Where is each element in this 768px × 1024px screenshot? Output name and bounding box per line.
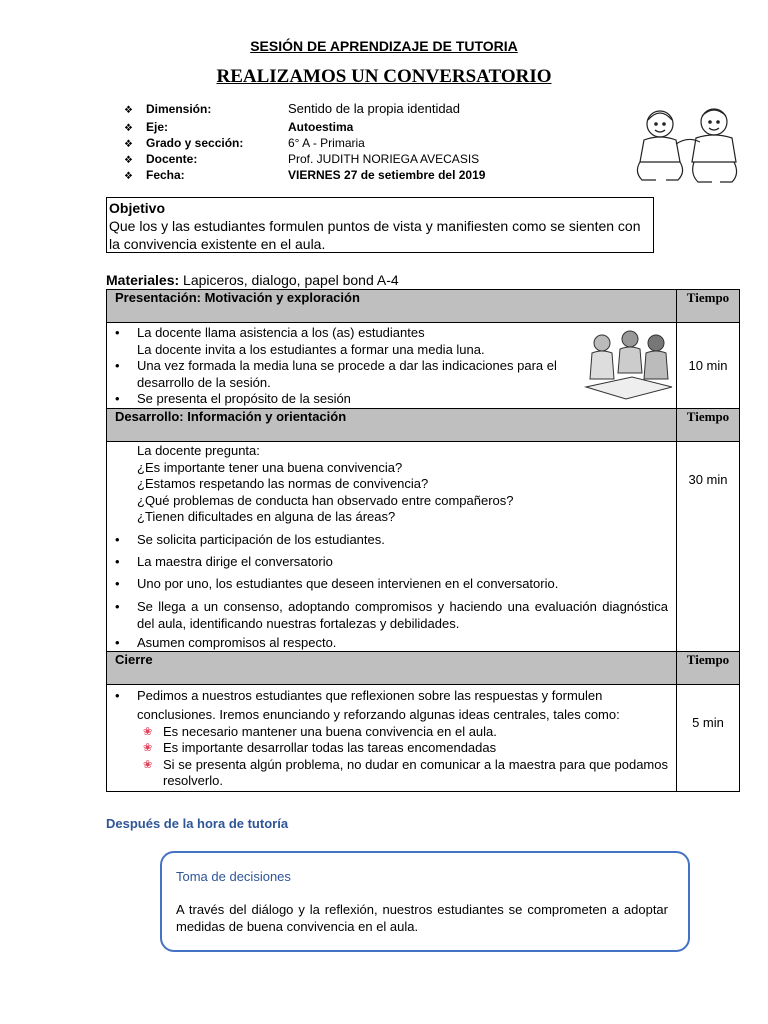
materials-label: Materiales: — [106, 272, 180, 288]
list-item: • La maestra dirige el conversatorio — [107, 551, 668, 573]
materials-value: Lapiceros, dialogo, papel bond A-4 — [183, 272, 399, 288]
diamond-bullet-icon: ❖ — [124, 171, 133, 182]
section-heading-desarrollo: Desarrollo: Información y orientación — [107, 409, 677, 442]
decision-text: A través del diálogo y la reflexión, nuestros estudiantes se comprometen a adoptar medidas de buena convivencia en el aula. — [176, 902, 668, 934]
section-heading-presentacion: Presentación: Motivación y exploración — [107, 290, 677, 323]
list-item: La docente invita a los estudiantes a formar una media luna. — [137, 341, 485, 357]
info-value: Autoestima — [288, 120, 354, 134]
diamond-bullet-icon: ❖ — [124, 123, 133, 134]
question-line: ¿Tienen dificultades en alguna de las áreas? — [137, 509, 396, 524]
list-item: ❀ Si se presenta algún problema, no dudar en comunicar a la maestra para que podamos resolverlo. — [137, 757, 668, 790]
list-item: • Se llega a un consenso, adoptando compromisos y haciendo una evaluación diagnóstica del aula, identificando nuestras fortalezas y debilidades. — [107, 598, 668, 632]
info-row-fecha — [124, 168, 564, 184]
info-row-dimension — [124, 100, 564, 120]
time-header: Tiempo — [677, 290, 740, 323]
diamond-bullet-icon: ❖ — [124, 155, 133, 166]
info-value: Prof. JUDITH NORIEGA AVECASIS — [288, 152, 480, 166]
list-item: • Asumen compromisos al respecto. — [107, 634, 668, 651]
session-table — [106, 289, 740, 792]
time-header: Tiempo — [677, 409, 740, 442]
info-row-grado — [124, 136, 564, 152]
list-item: • Una vez formada la media luna se procede a dar las indicaciones para el desarrollo de la sesión. — [107, 358, 569, 391]
decision-box — [160, 851, 690, 952]
info-label: Dimensión: — [146, 102, 212, 116]
students-illustration — [582, 327, 674, 401]
objective-text: Que los y las estudiantes formulen puntos de vista y manifiesten como se sienten con la convivencia existente en el aula. — [109, 218, 641, 252]
info-row-eje — [124, 120, 564, 136]
list-item: • Se solicita participación de los estudiantes. — [107, 529, 668, 551]
section-body-presentacion — [107, 323, 677, 409]
list-item: • Pedimos a nuestros estudiantes que reflexionen sobre las respuestas y formulen conclusiones. Iremos enunciando y reforzando algunas ideas centrales, tales como: ❀ Es necesario mantener una buena convivencia en el aula. ❀ Es importante desarrollar todas las tareas encomendadas ❀ Si se presenta algún problema, no dudar en comunicar a la maestra para que podamos resolverlo. — [107, 686, 668, 790]
info-label: Grado y sección: — [146, 136, 244, 150]
question-line: ¿Es importante tener una buena convivencia? — [137, 459, 403, 475]
info-value: Sentido de la propia identidad — [288, 101, 461, 116]
materials-line — [106, 272, 399, 288]
objective-heading: Objetivo — [109, 200, 166, 216]
objective-box — [106, 197, 654, 253]
diamond-bullet-icon: ❖ — [124, 139, 133, 150]
time-header: Tiempo — [677, 651, 740, 684]
info-label: Docente: — [146, 152, 198, 166]
session-info-list — [124, 100, 564, 184]
list-item: • La docente llama asistencia a los (as) estudiantes — [107, 325, 569, 342]
decision-title: Toma de decisiones — [176, 869, 291, 884]
section-body-desarrollo — [107, 442, 677, 652]
time-value: 5 min — [677, 684, 740, 791]
info-value: VIERNES 27 de setiembre del 2019 — [288, 168, 486, 182]
section-heading-cierre: Cierre — [107, 651, 677, 684]
session-title: SESIÓN DE APRENDIZAJE DE TUTORIA — [250, 38, 518, 54]
after-heading: Después de la hora de tutoría — [106, 816, 289, 831]
list-item: • Uno por uno, los estudiantes que deseen intervienen en el conversatorio. — [107, 573, 668, 595]
time-value: 10 min — [677, 323, 740, 409]
diamond-bullet-icon: ❖ — [124, 105, 133, 116]
info-value: 6° A - Primaria — [288, 136, 365, 150]
main-title: REALIZAMOS UN CONVERSATORIO — [216, 66, 552, 87]
list-item: ❀ Es necesario mantener una buena convivencia en el aula. — [137, 724, 668, 741]
question-line: ¿Estamos respetando las normas de convivencia? — [137, 476, 429, 491]
info-label: Eje: — [146, 120, 169, 134]
info-label: Fecha: — [146, 168, 185, 182]
question-line: La docente pregunta: — [137, 443, 260, 458]
question-line: ¿Qué problemas de conducta han observado entre compañeros? — [137, 492, 514, 508]
children-illustration — [630, 100, 746, 186]
list-item: ❀ Es importante desarrollar todas las tareas encomendadas — [137, 740, 668, 757]
info-row-docente — [124, 152, 564, 168]
time-value: 30 min — [677, 442, 740, 652]
section-body-cierre — [107, 684, 677, 791]
list-item: • Se presenta el propósito de la sesión — [107, 391, 569, 408]
